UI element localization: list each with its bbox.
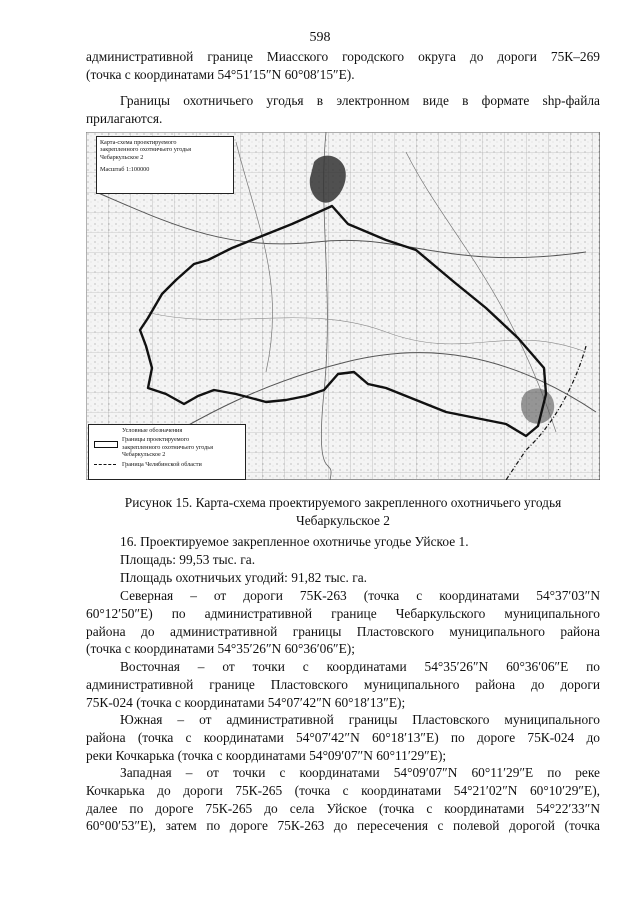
legend-item-boundary [92,436,242,458]
legend-label: закрепленного охотничьего угодья [122,443,213,451]
text-line: (точка с координатами 54°51′15″N 60°08′15″E). [86,66,355,82]
text-line: административной границе Миасского городского округа до дороги 75К–269 [86,49,600,64]
oblast-border-swatch-icon [94,464,116,465]
map-title-line: Чебаркульское 2 [100,153,144,161]
shp-paragraph [86,92,600,128]
legend-label: Граница Челябинской области [122,460,202,468]
map-scale: Масштаб 1:100000 [100,166,150,174]
text-line: Южная – от административной границы Пластовского муниципального [120,712,600,727]
figure-caption [86,494,600,530]
legend-item-oblast [92,461,242,468]
map-title-box [96,136,234,194]
hunting-ground-map [86,132,600,480]
west-boundary-paragraph [86,764,600,835]
intro-paragraph [86,48,600,84]
text-line: прилагаются. [86,110,163,126]
text-line: административной границе Пластовского муниципального района до дороги [86,676,600,692]
boundary-swatch-icon [94,441,118,448]
east-boundary-paragraph [86,658,600,711]
text-line: Восточная – от точки с координатами 54°35′26″N 60°36′06″E по [120,659,600,674]
section-heading: 16. Проектируемое закрепленное охотничье угодье Уйское 1. [120,534,469,549]
text-line: (точка с координатами 54°35′26″N 60°36′06″E); [86,641,355,657]
south-boundary-paragraph [86,711,600,764]
caption-line: Рисунок 15. Карта-схема проектируемого закрепленного охотничьего угодья [124,495,562,510]
legend-title: Условные обозначения [122,427,183,434]
legend-label: Чебаркульское 2 [122,451,166,459]
map-title-line: Карта-схема проектируемого [100,139,177,146]
text-line: Кочкарька до дороги 75К-265 (точка с координатами 54°21′02″N 60°10′29″E), [86,782,600,798]
map-legend [88,424,246,480]
text-line: Северная – от дороги 75К-263 (точка с координатами 54°37′03″N [120,588,600,603]
hunting-area-text: Площадь охотничьих угодий: 91,82 тыс. га. [120,570,367,585]
legend-label: Границы проектируемого [122,436,190,444]
text-line: района (точка с координатами 54°07′42″N 60°18′13″E) по дороге 75К-024 до [86,729,600,745]
text-line: 60°12′50″E) по административной границе Чебаркульского муниципального [86,605,600,621]
text-line: Границы охотничьего угодья в электронном виде в формате shp-файла [120,93,600,108]
text-line: 75К-024 (точка с координатами 54°07′42″N 60°18′13″E); [86,694,406,710]
text-line: реки Кочкарька (точка с координатами 54°09′07″N 60°11′29″E); [86,747,447,763]
north-boundary-paragraph [86,587,600,658]
caption-line: Чебаркульское 2 [296,512,390,528]
text-line: далее по дороге 75К-265 до села Уйское (точка с координатами 54°22′33″N [86,800,600,816]
page-number: 598 [309,30,331,45]
text-line: 60°00′53″E), затем по дороге 75К-263 до пересечения с полевой дорогой (точка [86,818,600,834]
text-line: района до административной границы Пластовского муниципального района [86,623,600,639]
map-title-line: закрепленного охотничьего угодья [100,146,191,154]
text-line: Западная – от точки с координатами 54°09′07″N 60°11′29″E по реке [120,765,600,780]
area-text: Площадь: 99,53 тыс. га. [120,552,256,567]
